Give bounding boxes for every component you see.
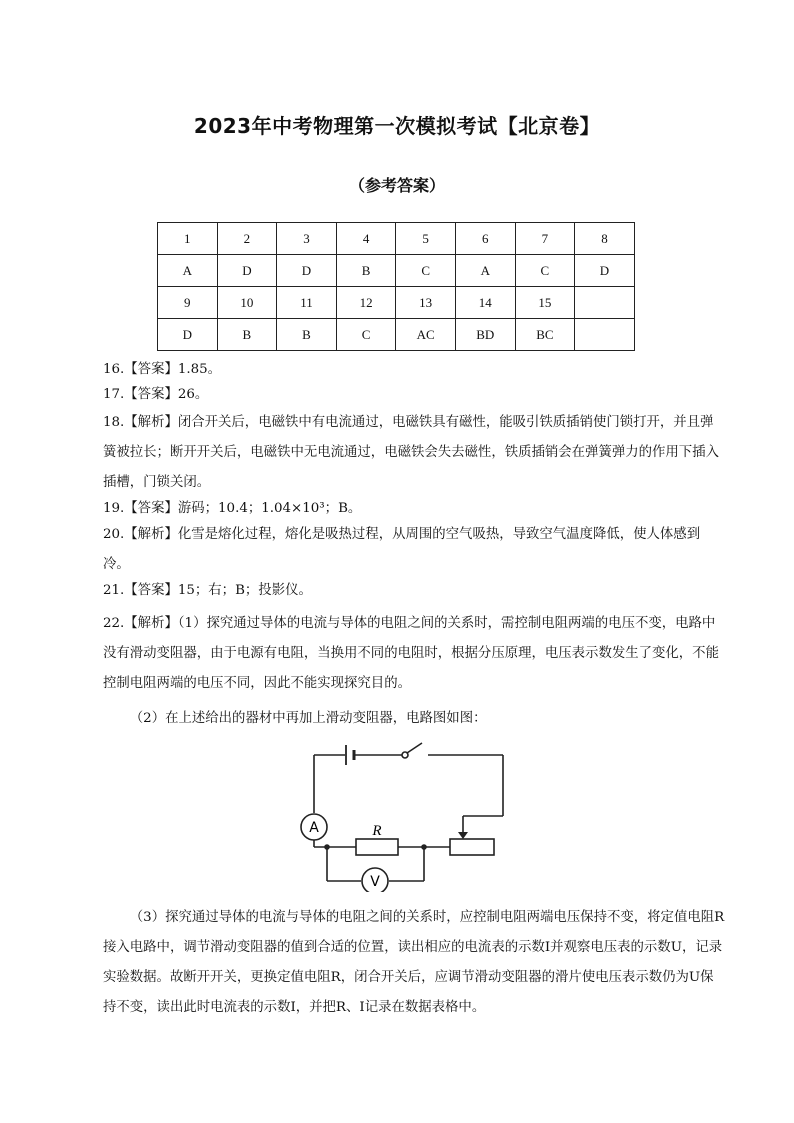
table-cell: 8 bbox=[575, 223, 635, 255]
table-cell: AC bbox=[396, 319, 456, 351]
page-title: 2023年中考物理第一次模拟考试【北京卷】 bbox=[193, 114, 601, 138]
answer-22-part2: （2）在上述给出的器材中再加上滑动变阻器，电路图如图： bbox=[129, 711, 487, 726]
answer-16: 16.【答案】1.85。 bbox=[103, 362, 222, 377]
answer-22-part3: （3）探究通过导体的电流与导体的电阻之间的关系时，应控制电阻两端电压保持不变，将定值电阻R接入电路中，调节滑动变阻器的值到合适的位置，读出相应的电流表的示数I并观察电压表的示数U，记录实验数据。故断开开关，更换定值电阻R，闭合开关后，应调节滑动变阻器的滑片使电压表示数仍为U保持不变，读出此时电流表的示数I，并把R、I记录在数据表格中。 bbox=[103, 910, 725, 1015]
table-row bbox=[158, 319, 635, 351]
resistor bbox=[356, 839, 398, 855]
switch-blade bbox=[407, 743, 422, 753]
table-row bbox=[158, 255, 635, 287]
table-cell: 13 bbox=[396, 287, 456, 319]
table-cell: A bbox=[158, 255, 218, 287]
junction-dot bbox=[421, 844, 427, 850]
resistor-label: R bbox=[372, 823, 382, 839]
table-cell: 15 bbox=[515, 287, 575, 319]
table-cell: 3 bbox=[277, 223, 337, 255]
table-cell: 2 bbox=[217, 223, 277, 255]
slider-arrow-icon bbox=[458, 832, 468, 839]
table-cell: D bbox=[158, 319, 218, 351]
table-row bbox=[158, 223, 635, 255]
table-cell: 10 bbox=[217, 287, 277, 319]
table-cell: 9 bbox=[158, 287, 218, 319]
table-cell: 6 bbox=[455, 223, 515, 255]
answer-19: 19.【答案】游码；10.4；1.04×10³；B。 bbox=[103, 501, 362, 516]
answer-22-part1: 22.【解析】（1）探究通过导体的电流与导体的电阻之间的关系时，需控制电阻两端的电压不变，电路中没有滑动变阻器，由于电源有电阻，当换用不同的电阻时，根据分压原理，电压表示数发生了变化，不能控制电阻两端的电压不同，因此不能实现探究目的。 bbox=[103, 616, 719, 691]
table-cell: C bbox=[336, 319, 396, 351]
table-cell: 5 bbox=[396, 223, 456, 255]
ammeter-label: A bbox=[309, 820, 319, 836]
circuit-diagram bbox=[290, 740, 510, 892]
answer-21: 21.【答案】15；右；B；投影仪。 bbox=[103, 583, 312, 598]
table-cell: 12 bbox=[336, 287, 396, 319]
table-cell: D bbox=[277, 255, 337, 287]
table-cell bbox=[575, 319, 635, 351]
table-cell: 11 bbox=[277, 287, 337, 319]
junction-dot bbox=[324, 844, 330, 850]
table-cell: D bbox=[575, 255, 635, 287]
table-cell: 14 bbox=[455, 287, 515, 319]
answer-20: 20.【解析】化雪是熔化过程，熔化是吸热过程，从周围的空气吸热，导致空气温度降低，使人体感到冷。 bbox=[103, 527, 701, 572]
table-cell: 1 bbox=[158, 223, 218, 255]
table-cell: B bbox=[217, 319, 277, 351]
table-cell: 4 bbox=[336, 223, 396, 255]
answer-17: 17.【答案】26。 bbox=[103, 387, 209, 402]
table-row bbox=[158, 287, 635, 319]
table-cell: D bbox=[217, 255, 277, 287]
answer-18: 18.【解析】闭合开关后，电磁铁中有电流通过，电磁铁具有磁性，能吸引铁质插销使门锁打开，并且弹簧被拉长；断开开关后，电磁铁中无电流通过，电磁铁会失去磁性，铁质插销会在弹簧弹力的作用下插入插槽，门锁关闭。 bbox=[103, 415, 719, 490]
table-cell: C bbox=[515, 255, 575, 287]
table-cell: BD bbox=[455, 319, 515, 351]
table-cell bbox=[575, 287, 635, 319]
rheostat bbox=[450, 839, 494, 855]
table-cell: B bbox=[277, 319, 337, 351]
table-cell: B bbox=[336, 255, 396, 287]
table-cell: 7 bbox=[515, 223, 575, 255]
page-subtitle: （参考答案） bbox=[348, 176, 445, 195]
answer-table bbox=[157, 222, 635, 351]
table-cell: A bbox=[455, 255, 515, 287]
table-cell: C bbox=[396, 255, 456, 287]
table-cell: BC bbox=[515, 319, 575, 351]
voltmeter-label: V bbox=[370, 874, 380, 890]
